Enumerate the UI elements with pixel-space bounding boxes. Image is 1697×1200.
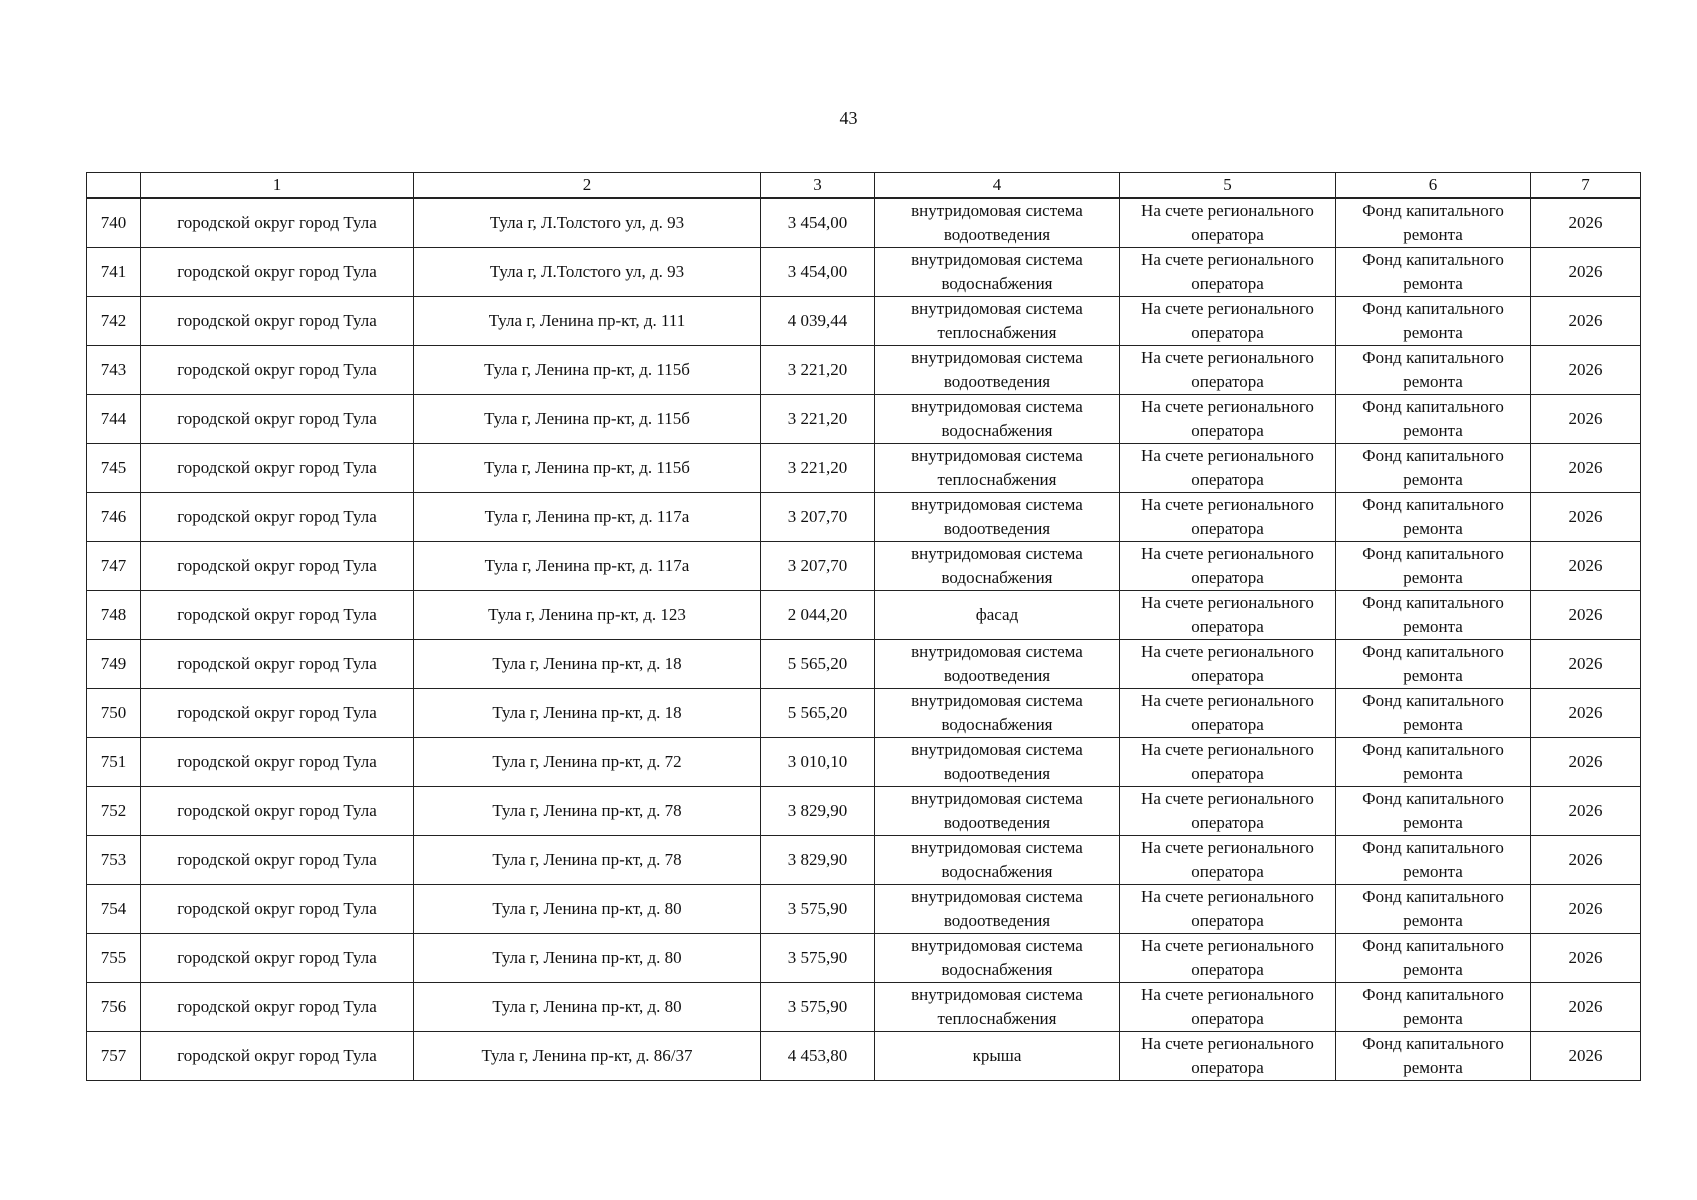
work-type: внутридомовая система водоотведения	[875, 493, 1120, 542]
account-type: На счете регионального оператора	[1120, 297, 1336, 346]
register-table	[86, 172, 1641, 1081]
funding-source: Фонд капитального ремонта	[1336, 542, 1531, 591]
account-type: На счете регионального оператора	[1120, 983, 1336, 1032]
table-row	[87, 934, 1641, 983]
account-type: На счете регионального оператора	[1120, 689, 1336, 738]
account-type: На счете регионального оператора	[1120, 198, 1336, 248]
work-type: фасад	[875, 591, 1120, 640]
year: 2026	[1531, 591, 1641, 640]
row-number: 747	[87, 542, 141, 591]
table-row	[87, 640, 1641, 689]
account-type: На счете регионального оператора	[1120, 885, 1336, 934]
work-type: внутридомовая система водоотведения	[875, 640, 1120, 689]
row-number: 745	[87, 444, 141, 493]
header-cell-1: 1	[141, 173, 414, 199]
address: Тула г, Л.Толстого ул, д. 93	[414, 248, 761, 297]
header-cell-7: 7	[1531, 173, 1641, 199]
work-type: внутридомовая система водоснабжения	[875, 542, 1120, 591]
row-number: 749	[87, 640, 141, 689]
municipality: городской округ город Тула	[141, 542, 414, 591]
address: Тула г, Ленина пр-кт, д. 123	[414, 591, 761, 640]
funding-source: Фонд капитального ремонта	[1336, 640, 1531, 689]
row-number: 744	[87, 395, 141, 444]
year: 2026	[1531, 198, 1641, 248]
funding-source: Фонд капитального ремонта	[1336, 395, 1531, 444]
municipality: городской округ город Тула	[141, 493, 414, 542]
address: Тула г, Ленина пр-кт, д. 78	[414, 836, 761, 885]
address: Тула г, Ленина пр-кт, д. 80	[414, 934, 761, 983]
address: Тула г, Ленина пр-кт, д. 86/37	[414, 1032, 761, 1081]
work-type: внутридомовая система теплоснабжения	[875, 297, 1120, 346]
account-type: На счете регионального оператора	[1120, 738, 1336, 787]
account-type: На счете регионального оператора	[1120, 640, 1336, 689]
account-type: На счете регионального оператора	[1120, 542, 1336, 591]
year: 2026	[1531, 542, 1641, 591]
year: 2026	[1531, 1032, 1641, 1081]
account-type: На счете регионального оператора	[1120, 1032, 1336, 1081]
row-number: 743	[87, 346, 141, 395]
year: 2026	[1531, 738, 1641, 787]
account-type: На счете регионального оператора	[1120, 395, 1336, 444]
municipality: городской округ город Тула	[141, 198, 414, 248]
municipality: городской округ город Тула	[141, 934, 414, 983]
area: 3 207,70	[761, 493, 875, 542]
account-type: На счете регионального оператора	[1120, 444, 1336, 493]
year: 2026	[1531, 444, 1641, 493]
header-cell-5: 5	[1120, 173, 1336, 199]
area: 3 221,20	[761, 444, 875, 493]
account-type: На счете регионального оператора	[1120, 787, 1336, 836]
year: 2026	[1531, 395, 1641, 444]
address: Тула г, Ленина пр-кт, д. 80	[414, 983, 761, 1032]
table-row	[87, 248, 1641, 297]
area: 4 453,80	[761, 1032, 875, 1081]
municipality: городской округ город Тула	[141, 983, 414, 1032]
header-row	[87, 173, 1641, 199]
municipality: городской округ город Тула	[141, 836, 414, 885]
address: Тула г, Ленина пр-кт, д. 78	[414, 787, 761, 836]
address: Тула г, Ленина пр-кт, д. 117а	[414, 542, 761, 591]
municipality: городской округ город Тула	[141, 1032, 414, 1081]
funding-source: Фонд капитального ремонта	[1336, 934, 1531, 983]
municipality: городской округ город Тула	[141, 395, 414, 444]
funding-source: Фонд капитального ремонта	[1336, 787, 1531, 836]
account-type: На счете регионального оператора	[1120, 934, 1336, 983]
year: 2026	[1531, 934, 1641, 983]
row-number: 754	[87, 885, 141, 934]
area: 3 575,90	[761, 885, 875, 934]
funding-source: Фонд капитального ремонта	[1336, 836, 1531, 885]
row-number: 753	[87, 836, 141, 885]
work-type: внутридомовая система теплоснабжения	[875, 983, 1120, 1032]
page-number: 43	[839, 108, 858, 128]
year: 2026	[1531, 640, 1641, 689]
work-type: внутридомовая система теплоснабжения	[875, 444, 1120, 493]
area: 3 207,70	[761, 542, 875, 591]
account-type: На счете регионального оператора	[1120, 591, 1336, 640]
table-row	[87, 444, 1641, 493]
municipality: городской округ город Тула	[141, 885, 414, 934]
table-row	[87, 395, 1641, 444]
year: 2026	[1531, 983, 1641, 1032]
area: 4 039,44	[761, 297, 875, 346]
municipality: городской округ город Тула	[141, 738, 414, 787]
municipality: городской округ город Тула	[141, 787, 414, 836]
funding-source: Фонд капитального ремонта	[1336, 1032, 1531, 1081]
row-number: 757	[87, 1032, 141, 1081]
municipality: городской округ город Тула	[141, 640, 414, 689]
work-type: внутридомовая система водоснабжения	[875, 248, 1120, 297]
table-row	[87, 542, 1641, 591]
municipality: городской округ город Тула	[141, 346, 414, 395]
row-number: 752	[87, 787, 141, 836]
row-number: 755	[87, 934, 141, 983]
municipality: городской округ город Тула	[141, 591, 414, 640]
row-number: 741	[87, 248, 141, 297]
funding-source: Фонд капитального ремонта	[1336, 885, 1531, 934]
year: 2026	[1531, 346, 1641, 395]
municipality: городской округ город Тула	[141, 444, 414, 493]
area: 3 221,20	[761, 346, 875, 395]
table-row	[87, 787, 1641, 836]
area: 3 454,00	[761, 248, 875, 297]
year: 2026	[1531, 836, 1641, 885]
table-row	[87, 885, 1641, 934]
table-row	[87, 297, 1641, 346]
header-cell-4: 4	[875, 173, 1120, 199]
row-number: 740	[87, 198, 141, 248]
account-type: На счете регионального оператора	[1120, 248, 1336, 297]
work-type: внутридомовая система водоотведения	[875, 198, 1120, 248]
row-number: 748	[87, 591, 141, 640]
row-number: 751	[87, 738, 141, 787]
address: Тула г, Ленина пр-кт, д. 117а	[414, 493, 761, 542]
area: 5 565,20	[761, 689, 875, 738]
funding-source: Фонд капитального ремонта	[1336, 346, 1531, 395]
area: 3 575,90	[761, 983, 875, 1032]
area: 3 575,90	[761, 934, 875, 983]
table-row	[87, 836, 1641, 885]
header-cell-6: 6	[1336, 173, 1531, 199]
work-type: внутридомовая система водоотведения	[875, 346, 1120, 395]
funding-source: Фонд капитального ремонта	[1336, 689, 1531, 738]
funding-source: Фонд капитального ремонта	[1336, 983, 1531, 1032]
table-row	[87, 198, 1641, 248]
address: Тула г, Ленина пр-кт, д. 115б	[414, 346, 761, 395]
header-cell-3: 3	[761, 173, 875, 199]
year: 2026	[1531, 787, 1641, 836]
work-type: внутридомовая система водоснабжения	[875, 395, 1120, 444]
table-row	[87, 591, 1641, 640]
year: 2026	[1531, 689, 1641, 738]
address: Тула г, Ленина пр-кт, д. 18	[414, 689, 761, 738]
area: 3 221,20	[761, 395, 875, 444]
municipality: городской округ город Тула	[141, 297, 414, 346]
row-number: 750	[87, 689, 141, 738]
table-row	[87, 689, 1641, 738]
work-type: внутридомовая система водоотведения	[875, 885, 1120, 934]
row-number: 756	[87, 983, 141, 1032]
area: 3 829,90	[761, 787, 875, 836]
table-row	[87, 738, 1641, 787]
account-type: На счете регионального оператора	[1120, 346, 1336, 395]
table-row	[87, 1032, 1641, 1081]
address: Тула г, Ленина пр-кт, д. 18	[414, 640, 761, 689]
table-row	[87, 493, 1641, 542]
table-row	[87, 346, 1641, 395]
area: 5 565,20	[761, 640, 875, 689]
work-type: внутридомовая система водоотведения	[875, 787, 1120, 836]
address: Тула г, Ленина пр-кт, д. 115б	[414, 444, 761, 493]
work-type: внутридомовая система водоснабжения	[875, 836, 1120, 885]
work-type: внутридомовая система водоснабжения	[875, 934, 1120, 983]
year: 2026	[1531, 493, 1641, 542]
work-type: крыша	[875, 1032, 1120, 1081]
area: 3 010,10	[761, 738, 875, 787]
address: Тула г, Ленина пр-кт, д. 80	[414, 885, 761, 934]
funding-source: Фонд капитального ремонта	[1336, 297, 1531, 346]
area: 3 454,00	[761, 198, 875, 248]
municipality: городской округ город Тула	[141, 248, 414, 297]
funding-source: Фонд капитального ремонта	[1336, 738, 1531, 787]
account-type: На счете регионального оператора	[1120, 836, 1336, 885]
funding-source: Фонд капитального ремонта	[1336, 493, 1531, 542]
work-type: внутридомовая система водоотведения	[875, 738, 1120, 787]
address: Тула г, Л.Толстого ул, д. 93	[414, 198, 761, 248]
address: Тула г, Ленина пр-кт, д. 72	[414, 738, 761, 787]
area: 3 829,90	[761, 836, 875, 885]
area: 2 044,20	[761, 591, 875, 640]
work-type: внутридомовая система водоснабжения	[875, 689, 1120, 738]
funding-source: Фонд капитального ремонта	[1336, 444, 1531, 493]
address: Тула г, Ленина пр-кт, д. 115б	[414, 395, 761, 444]
year: 2026	[1531, 297, 1641, 346]
funding-source: Фонд капитального ремонта	[1336, 591, 1531, 640]
year: 2026	[1531, 248, 1641, 297]
header-cell-2: 2	[414, 173, 761, 199]
municipality: городской округ город Тула	[141, 689, 414, 738]
header-cell-index	[87, 173, 141, 199]
funding-source: Фонд капитального ремонта	[1336, 198, 1531, 248]
row-number: 742	[87, 297, 141, 346]
year: 2026	[1531, 885, 1641, 934]
table-row	[87, 983, 1641, 1032]
address: Тула г, Ленина пр-кт, д. 111	[414, 297, 761, 346]
row-number: 746	[87, 493, 141, 542]
account-type: На счете регионального оператора	[1120, 493, 1336, 542]
funding-source: Фонд капитального ремонта	[1336, 248, 1531, 297]
